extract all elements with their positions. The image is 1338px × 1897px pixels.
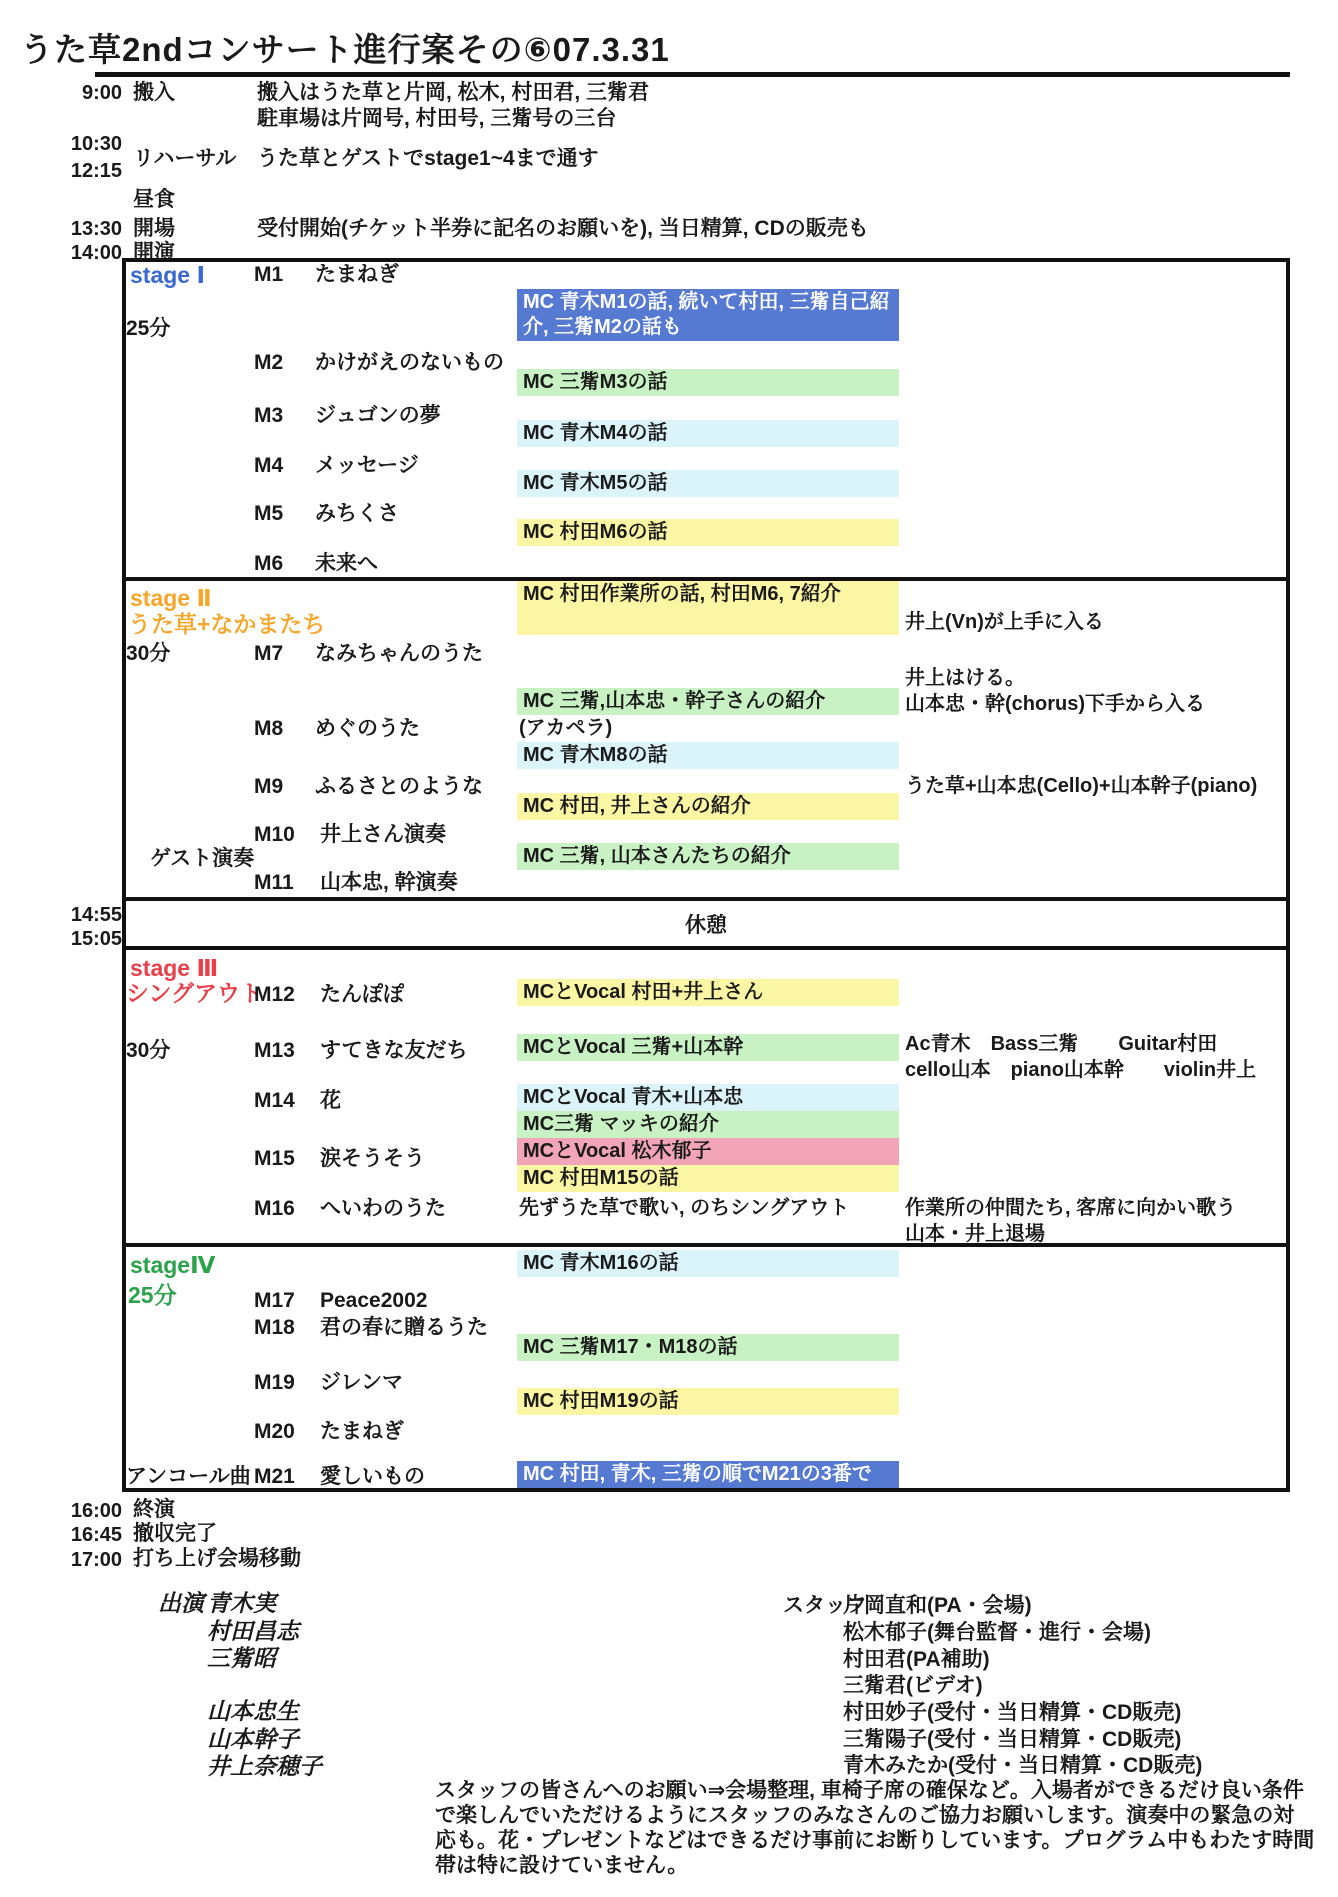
- song-number: M9: [254, 775, 284, 798]
- stage2-note-inoue-exit: 井上はける。: [905, 667, 1025, 689]
- stage3-subtitle: シングアウト: [126, 980, 263, 1006]
- song-title: ジレンマ: [320, 1371, 403, 1394]
- staff-member: 松木郁子(舞台監督・進行・会場): [843, 1621, 1151, 1644]
- schedule-label-lunch: 昼食: [133, 188, 175, 211]
- schedule-time: 13:30: [70, 218, 122, 240]
- song-title: 花: [320, 1089, 341, 1112]
- page-title: うた草2ndコンサート進行案その⑥07.3.31: [20, 31, 670, 68]
- song-number: M19: [254, 1371, 295, 1394]
- mc-note-m5: MC 青木M5の話: [517, 470, 899, 497]
- schedule-label-teardown: 撤収完了: [133, 1522, 217, 1545]
- cast-name: 村田昌志: [207, 1618, 299, 1644]
- stage3-note-instruments-2: cello山本 piano山本幹 violin井上: [905, 1059, 1257, 1081]
- schedule-label-load-in: 搬入: [133, 81, 175, 104]
- mc-note-m4: MC 青木M4の話: [517, 420, 899, 447]
- staff-member: 青木みたか(受付・当日精算・CD販売): [843, 1754, 1203, 1777]
- song-number: M12: [254, 983, 295, 1006]
- stage2-note-inoue-enter: 井上(Vn)が上手に入る: [905, 611, 1104, 633]
- cast-name: 山本幹子: [207, 1726, 299, 1752]
- mc-note-inoue-intro: MC 村田, 井上さんの紹介: [517, 793, 899, 820]
- song-title: ふるさとのような: [315, 775, 483, 798]
- schedule-time: 9:00: [81, 82, 122, 104]
- schedule-desc-doors: 受付開始(チケット半券に記名のお願いを), 当日精算, CDの販売も: [257, 217, 869, 240]
- stage2-note-chorus-enter: 山本忠・幹(chorus)下手から入る: [905, 693, 1205, 715]
- schedule-desc-load-in: 搬入はうた草と片岡, 松木, 村田君, 三觜君: [257, 81, 650, 104]
- schedule-label-curtain: 開演: [133, 241, 175, 264]
- song-title: すてきな友だち: [320, 1039, 468, 1062]
- song-title: たまねぎ: [315, 263, 399, 286]
- mc-note-m21-encore: MC 村田, 青木, 三觜の順でM21の3番で: [517, 1461, 899, 1488]
- song-title: 井上さん演奏: [320, 823, 446, 846]
- mc-note-m15-talk: MC 村田M15の話: [517, 1165, 899, 1192]
- break-end-time: 15:05: [70, 928, 122, 950]
- mc-note-yamamoto-guests: MC 三觜, 山本さんたちの紹介: [517, 843, 899, 870]
- song-number: M5: [254, 502, 284, 525]
- mc-note-m12: MCとVocal 村田+井上さん: [517, 979, 899, 1006]
- cast-name: 三觜昭: [207, 1645, 276, 1671]
- song-number: M10: [254, 823, 295, 846]
- song-number: M8: [254, 717, 284, 740]
- song-title: 君の春に贈るうた: [320, 1316, 488, 1339]
- song-title: 未来へ: [315, 552, 378, 575]
- stage2-break-divider: [122, 897, 1290, 901]
- break-stage3-divider: [122, 946, 1290, 950]
- song-title: 愛しいもの: [320, 1465, 425, 1488]
- song-title: ジュゴンの夢: [315, 404, 441, 427]
- stage2-label: stage Ⅱ: [130, 585, 212, 611]
- stage3-note-exit: 山本・井上退場: [905, 1223, 1045, 1245]
- song-number: M16: [254, 1197, 295, 1220]
- stage2-subtitle: うた草+なかまたち: [128, 611, 326, 637]
- song-title: 涙そうそう: [320, 1147, 425, 1170]
- stage1-duration: 25分: [126, 317, 171, 340]
- cast-name: 青木実: [207, 1590, 276, 1616]
- song-title: たんぽぽ: [320, 983, 404, 1006]
- stage3-note-instruments-1: Ac青木 Bass三觜 Guitar村田: [905, 1033, 1218, 1055]
- mc-note-m3: MC 三觜M3の話: [517, 369, 899, 396]
- stage3-singout-note: 先ずうた草で歌い, のちシングアウト: [519, 1197, 850, 1219]
- mc-note-yamamoto-intro: MC 三觜,山本忠・幹子さんの紹介: [517, 688, 899, 715]
- stage2-note-ensemble: うた草+山本忠(Cello)+山本幹子(piano): [905, 775, 1258, 797]
- schedule-time: 16:00: [70, 1500, 122, 1522]
- song-title: みちくさ: [315, 502, 399, 525]
- schedule-time: 17:00: [70, 1549, 122, 1571]
- staff-member: 村田妙子(受付・当日精算・CD販売): [843, 1701, 1182, 1724]
- mc-note-makki: MC三觜 マッキの紹介: [517, 1111, 899, 1138]
- song-number: M6: [254, 552, 284, 575]
- song-number: M21: [254, 1465, 295, 1488]
- song-number: M18: [254, 1316, 295, 1339]
- staff-heading: スタッフ: [783, 1594, 867, 1617]
- cast-name: 井上奈穂子: [207, 1753, 322, 1779]
- cast-heading: 出演: [158, 1590, 204, 1616]
- song-number: M2: [254, 351, 284, 374]
- mc-note-m14: MCとVocal 青木+山本忠: [517, 1084, 899, 1111]
- mc-note-m16: MC 青木M16の話: [517, 1250, 899, 1277]
- song-number: M7: [254, 642, 284, 665]
- staff-member: 三觜君(ビデオ): [843, 1674, 983, 1697]
- schedule-time: 10:30: [70, 133, 122, 155]
- song-number: M17: [254, 1289, 295, 1312]
- staff-member: 村田君(PA補助): [843, 1648, 990, 1671]
- song-number: M15: [254, 1147, 295, 1170]
- song-title: へいわのうた: [320, 1197, 446, 1220]
- stage4-label: stageⅣ: [130, 1252, 216, 1278]
- stage3-label: stage Ⅲ: [130, 955, 219, 981]
- break-label: 休憩: [685, 914, 727, 937]
- stage3-duration: 30分: [126, 1039, 171, 1062]
- staff-member: 三觜陽子(受付・当日精算・CD販売): [843, 1728, 1182, 1751]
- song-number: M3: [254, 404, 284, 427]
- mc-note-workshop: MC 村田作業所の話, 村田M6, 7紹介: [517, 581, 899, 635]
- song-title: Peace2002: [320, 1289, 428, 1312]
- stage2-guest-label: ゲスト演奏: [150, 847, 255, 870]
- song-title: 山本忠, 幹演奏: [320, 871, 458, 894]
- schedule-desc-rehearsal: うた草とゲストでstage1~4まで通す: [257, 147, 599, 170]
- song-number: M13: [254, 1039, 295, 1062]
- stage2-duration: 30分: [126, 642, 171, 665]
- mc-note-m13: MCとVocal 三觜+山本幹: [517, 1034, 899, 1061]
- schedule-desc-parking: 駐車場は片岡号, 村田号, 三觜号の三台: [257, 107, 617, 130]
- song-number: M20: [254, 1420, 295, 1443]
- song-title: たまねぎ: [320, 1420, 404, 1443]
- stage1-label: stage Ⅰ: [130, 262, 206, 288]
- mc-note-m6: MC 村田M6の話: [517, 519, 899, 546]
- mc-note-m19: MC 村田M19の話: [517, 1388, 899, 1415]
- schedule-time: 14:00: [70, 242, 122, 264]
- schedule-time: 12:15: [70, 160, 122, 182]
- stage3-note-workshop-members: 作業所の仲間たち, 客席に向かい歌う: [905, 1197, 1237, 1219]
- mc-note-m8: MC 青木M8の話: [517, 742, 899, 769]
- encore-label: アンコール曲: [126, 1465, 251, 1488]
- break-start-time: 14:55: [70, 904, 122, 926]
- mc-note-m1: MC 青木M1の話, 続いて村田, 三觜自己紹介, 三觜M2の話も: [517, 289, 899, 341]
- song-title: なみちゃんのうた: [315, 642, 483, 665]
- acapella-note: (アカペラ): [519, 717, 613, 739]
- song-number: M1: [254, 263, 284, 286]
- schedule-label-rehearsal: リハーサル: [133, 147, 237, 170]
- mc-note-m15-vocal: MCとVocal 松木郁子: [517, 1138, 899, 1165]
- song-number: M14: [254, 1089, 295, 1112]
- song-title: めぐのうた: [315, 717, 420, 740]
- title-underline: [95, 72, 1290, 77]
- song-title: かけがえのないもの: [315, 351, 504, 374]
- stage4-duration: 25分: [128, 1282, 177, 1308]
- staff-member: 片岡直和(PA・会場): [843, 1594, 1032, 1617]
- schedule-label-doors: 開場: [133, 217, 175, 240]
- cast-name: 山本忠生: [207, 1698, 299, 1724]
- schedule-time: 16:45: [70, 1524, 122, 1546]
- schedule-label-afterparty: 打ち上げ会場移動: [133, 1547, 301, 1570]
- song-title: メッセージ: [315, 454, 419, 477]
- song-number: M11: [254, 871, 294, 894]
- staff-request-note: スタッフの皆さんへのお願い⇒会場整理, 車椅子席の確保など。入場者ができるだけ良い条件で楽しんでいただけるようにスタッフのみなさんのご協力お願いします。演奏中の緊急の対応も。花・プレゼントなどはできるだけ事前にお断りしています。プログラム中もわたす時間帯は特に設けていません。: [435, 1779, 1315, 1877]
- song-number: M4: [254, 454, 284, 477]
- stage3-stage4-divider: [122, 1243, 1290, 1247]
- mc-note-m17-m18: MC 三觜M17・M18の話: [517, 1334, 899, 1361]
- schedule-label-end: 終演: [133, 1498, 175, 1521]
